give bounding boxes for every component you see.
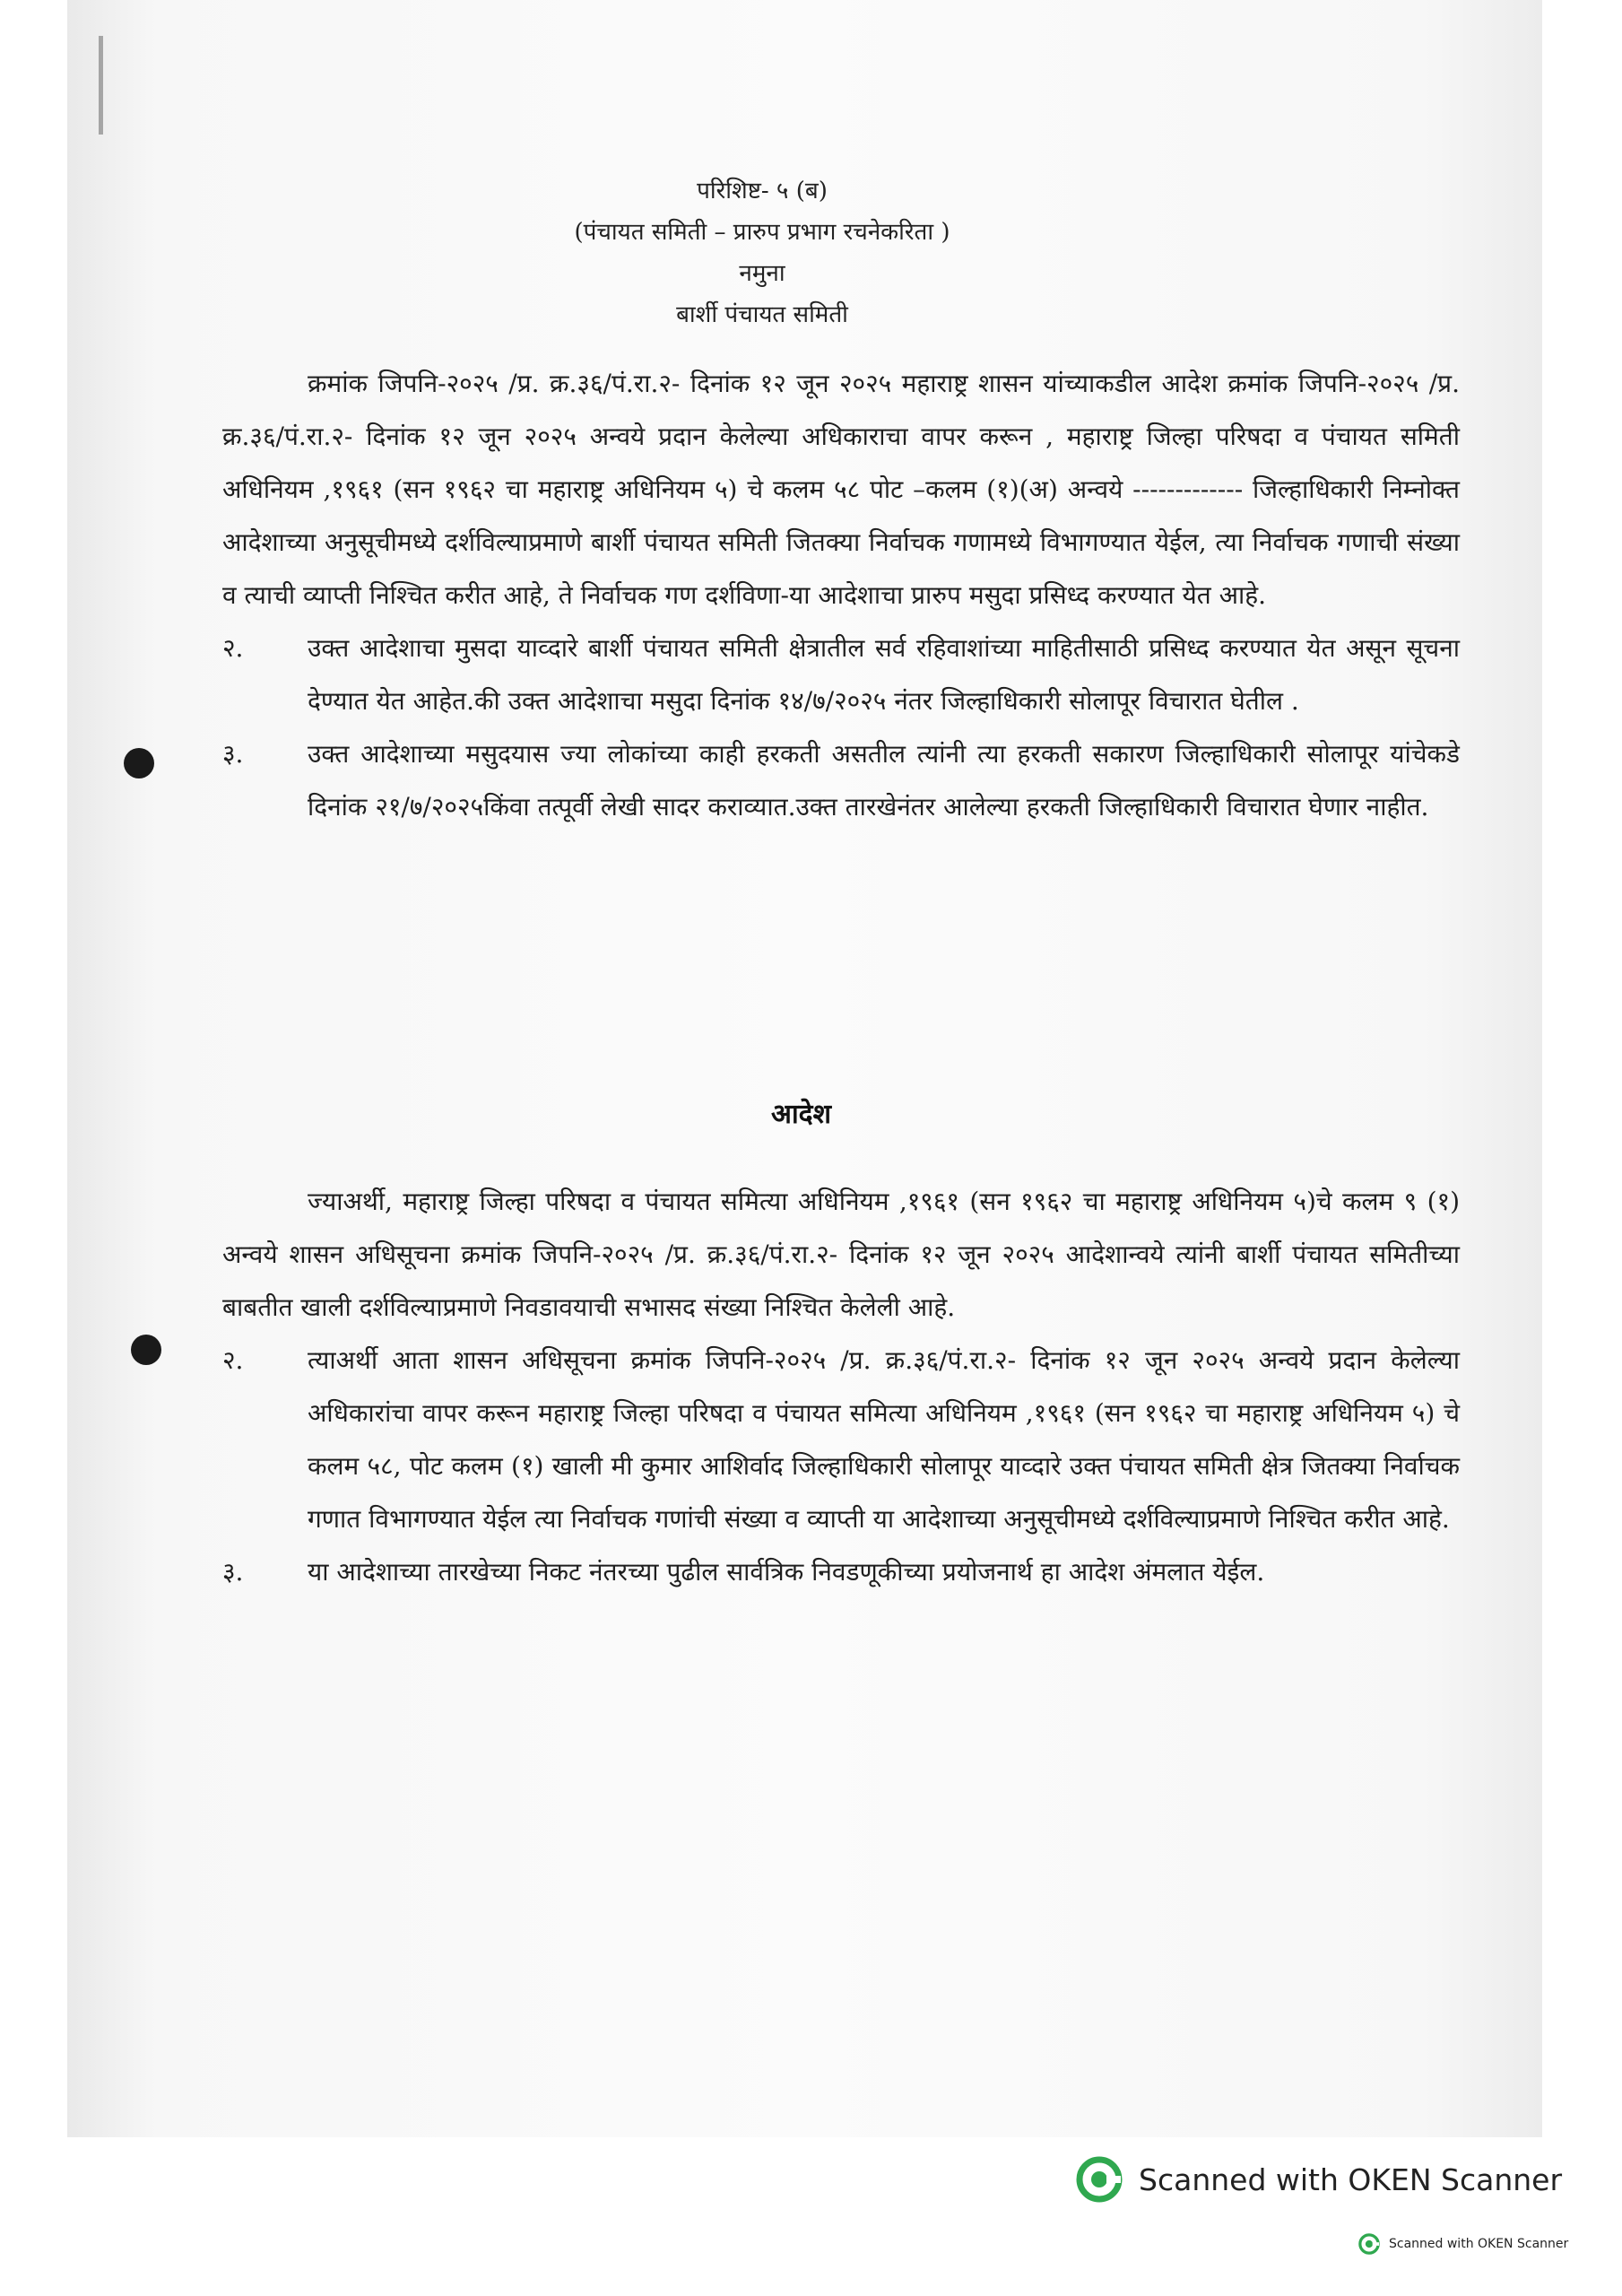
intro-section bbox=[222, 357, 1460, 833]
paragraph-text: या आदेशाच्या तारखेच्या निकट नंतरच्या पुढील सार्वत्रिक निवडणूकीच्या प्रयोजनार्थ हा आदेश अंमलात येईल. bbox=[308, 1557, 1265, 1587]
paragraph-text: त्याअर्थी आता शासन अधिसूचना क्रमांक जिपनि-२०२५ /प्र. क्र.३६/पं.रा.२- दिनांक १२ जून २०२५ अन्वये प्रदान केलेल्या अधिकारांचा वापर करून महाराष्ट्र जिल्हा परिषदा व पंचायत समित्या अधिनियम ,१९६१ (सन १९६२ चा महाराष्ट्र अधिनियम ५) चे कलम ५८, पोट कलम (१) खाली मी कुमार आशिर्वाद जिल्हाधिकारी सोलापूर याव्दारे उक्त पंचायत समिती क्षेत्र जितक्या निर्वाचक गणात विभागण्यात येईल त्या निर्वाचक गणांची संख्या व व्याप्ती या आदेशाच्या अनुसूचीमध्ये दर्शविल्याप्रमाणे निश्चित करीत आहे. bbox=[308, 1345, 1460, 1534]
appendix-purpose: (पंचायत समिती – प्रारुप प्रभाग रचनेकरिता ) bbox=[574, 219, 950, 246]
document-header bbox=[359, 170, 1166, 335]
scanner-watermark bbox=[1076, 2152, 1578, 2206]
intro-paragraph-3 bbox=[222, 727, 1460, 833]
intro-paragraph-2 bbox=[222, 622, 1460, 727]
paragraph-text: उक्त आदेशाच्या मसुदयास ज्या लोकांच्या काही हरकती असतील त्यांनी त्या हरकती सकारण जिल्हाधिकारी सोलापूर यांचेकडे दिनांक २१/७/२०२५किंवा तत्पूर्वी लेखी सादर कराव्यात.उक्त तारखेनंतर आलेल्या हरकती जिल्हाधिकारी विचारात घेणार नाहीत. bbox=[308, 739, 1460, 822]
oken-scanner-logo-icon bbox=[1358, 2233, 1380, 2255]
appendix-number: परिशिष्ट- ५ (ब) bbox=[697, 178, 828, 204]
form-label: नमुना bbox=[739, 260, 785, 287]
intro-paragraph-1: क्रमांक जिपनि-२०२५ /प्र. क्र.३६/पं.रा.२- दिनांक १२ जून २०२५ महाराष्ट्र शासन यांच्याकडील आदेश क्रमांक जिपनि-२०२५ /प्र. क्र.३६/पं.रा.२- दिनांक १२ जून २०२५ अन्वये प्रदान केलेल्या अधिकाराचा वापर करून , महाराष्ट्र जिल्हा परिषदा व पंचायत समिती अधिनियम ,१९६१ (सन १९६२ चा महाराष्ट्र अधिनियम ५) चे कलम ५८ पोट –कलम (१)(अ) अन्वये ------------- जिल्हाधिकारी निम्नोक्त आदेशाच्या अनुसूचीमध्ये दर्शविल्याप्रमाणे बार्शी पंचायत समिती जितक्या निर्वाचक गणामध्ये विभागण्यात येईल, त्या निर्वाचक गणाची संख्या व त्याची व्याप्ती निश्चित करीत आहे, ते निर्वाचक गण दर्शविणा-या आदेशाचा प्रारुप मसुदा प्रसिध्द करण्यात येत आहे. bbox=[222, 369, 1460, 610]
oken-scanner-logo-icon bbox=[1076, 2156, 1123, 2203]
scanner-label-small: Scanned with OKEN Scanner bbox=[1389, 2237, 1569, 2251]
paragraph-number: ३. bbox=[222, 1557, 244, 1587]
order-paragraph-1: ज्याअर्थी, महाराष्ट्र जिल्हा परिषदा व पंचायत समित्या अधिनियम ,१९६१ (सन १९६२ चा महाराष्ट्र अधिनियम ५)चे कलम ९ (१) अन्वये शासन अधिसूचना क्रमांक जिपनि-२०२५ /प्र. क्र.३६/पं.रा.२- दिनांक १२ जून २०२५ आदेशान्वये त्यांनी बार्शी पंचायत समितीच्या बाबतीत खाली दर्शविल्याप्रमाणे निवडावयाची सभासद संख्या निश्चित केलेली आहे. bbox=[222, 1187, 1460, 1322]
paragraph-number: २. bbox=[222, 633, 244, 663]
scanner-label: Scanned with OKEN Scanner bbox=[1139, 2161, 1563, 2197]
order-paragraph-3 bbox=[222, 1545, 1460, 1598]
paragraph-text: उक्त आदेशाचा मुसदा याव्दारे बार्शी पंचायत समिती क्षेत्रातील सर्व रहिवाशांच्या माहितीसाठी प्रसिध्द करण्यात येत असून सूचना देण्यात येत आहेत.की उक्त आदेशाचा मसुदा दिनांक १४/७/२०२५ नंतर जिल्हाधिकारी सोलापूर विचारात घेतील . bbox=[308, 633, 1460, 716]
order-title: आदेश bbox=[771, 1099, 831, 1130]
order-section bbox=[222, 1175, 1460, 1598]
page-edge-mark bbox=[99, 36, 103, 135]
panchayat-name: बार्शी पंचायत समिती bbox=[676, 301, 848, 328]
scanner-watermark-small bbox=[1358, 2233, 1568, 2255]
punch-hole bbox=[131, 1335, 161, 1365]
paragraph-number: ३. bbox=[222, 739, 244, 769]
paragraph-number: २. bbox=[222, 1345, 244, 1375]
punch-hole bbox=[124, 748, 154, 778]
order-paragraph-2 bbox=[222, 1334, 1460, 1545]
